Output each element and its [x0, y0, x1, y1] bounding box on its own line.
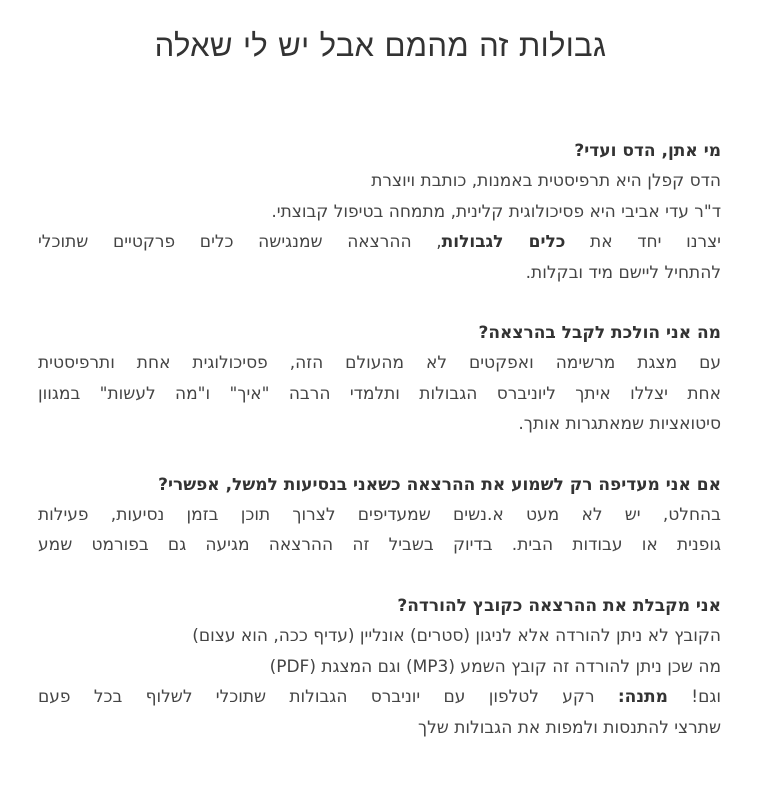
- faq-answer-paragraph: וגם! מתנה: רקע לטלפון עם יוניברס הגבולות שתוכלי לשלוף בכל פעם: [38, 687, 721, 708]
- faq-answer-line: עם מצגת מרשימה ואפקטים לא מהעולם הזה, פסיכולוגית אחת ותרפיסטית: [38, 353, 721, 374]
- faq-section-audio: [38, 470, 721, 561]
- faq-section-who: [38, 136, 721, 288]
- faq-answer-paragraph: יצרנו יחד את כלים לגבולות, ההרצאה שמנגישה כלים פרקטיים שתוכלי: [38, 232, 721, 253]
- faq-answer-line: להתחיל ליישם מיד ובקלות.: [525, 262, 721, 283]
- product-name: כלים לגבולות: [441, 232, 566, 253]
- faq-question: אם אני מעדיפה רק לשמוע את ההרצאה כשאני בנסיעות למשל, אפשרי?: [158, 474, 721, 495]
- faq-answer-line: בהחלט, יש לא מעט א.נשים שמעדיפים לצרוך תוכן בזמן נסיעות, פעילות: [38, 505, 721, 526]
- faq-section-download: [38, 591, 721, 743]
- faq-content: [38, 136, 721, 743]
- faq-answer-line: ד"ר עדי אביבי היא פסיכולוגית קלינית, מתמחה בטיפול קבוצתי.: [271, 201, 721, 222]
- faq-section-what: [38, 318, 721, 440]
- faq-answer-line: הקובץ לא ניתן להורדה אלא לניגון (סטרים) אונליין (עדיף ככה, הוא עצום): [192, 626, 721, 647]
- faq-answer-line: מה שכן ניתן להורדה זה קובץ השמע (MP3) וגם המצגת (PDF): [269, 656, 721, 677]
- faq-answer-line: אחת יצללו איתך ליוניברס הגבולות ותלמדי הרבה "איך" ו"מה לעשות" במגוון: [38, 383, 721, 404]
- faq-answer-line: שתרצי להתנסות ולמפות את הגבולות שלך: [418, 717, 721, 738]
- faq-question: מה אני הולכת לקבל בהרצאה?: [478, 323, 721, 344]
- faq-question: מי אתן, הדס ועדי?: [574, 141, 721, 161]
- faq-answer-line: הדס קפלן היא תרפיסטית באמנות, כותבת ויוצרת: [371, 171, 721, 192]
- page-title: גבולות זה מהמם אבל יש לי שאלה: [154, 28, 607, 64]
- faq-answer-line: גופנית או עבודות הבית. בדיוק בשביל זה ההרצאה מגיעה גם בפורמט שמע: [38, 535, 721, 556]
- faq-answer-line: סיטואציות שמאתגרות אותך.: [518, 414, 721, 435]
- faq-question: אני מקבלת את ההרצאה כקובץ להורדה?: [397, 595, 721, 616]
- gift-label: מתנה:: [617, 687, 668, 708]
